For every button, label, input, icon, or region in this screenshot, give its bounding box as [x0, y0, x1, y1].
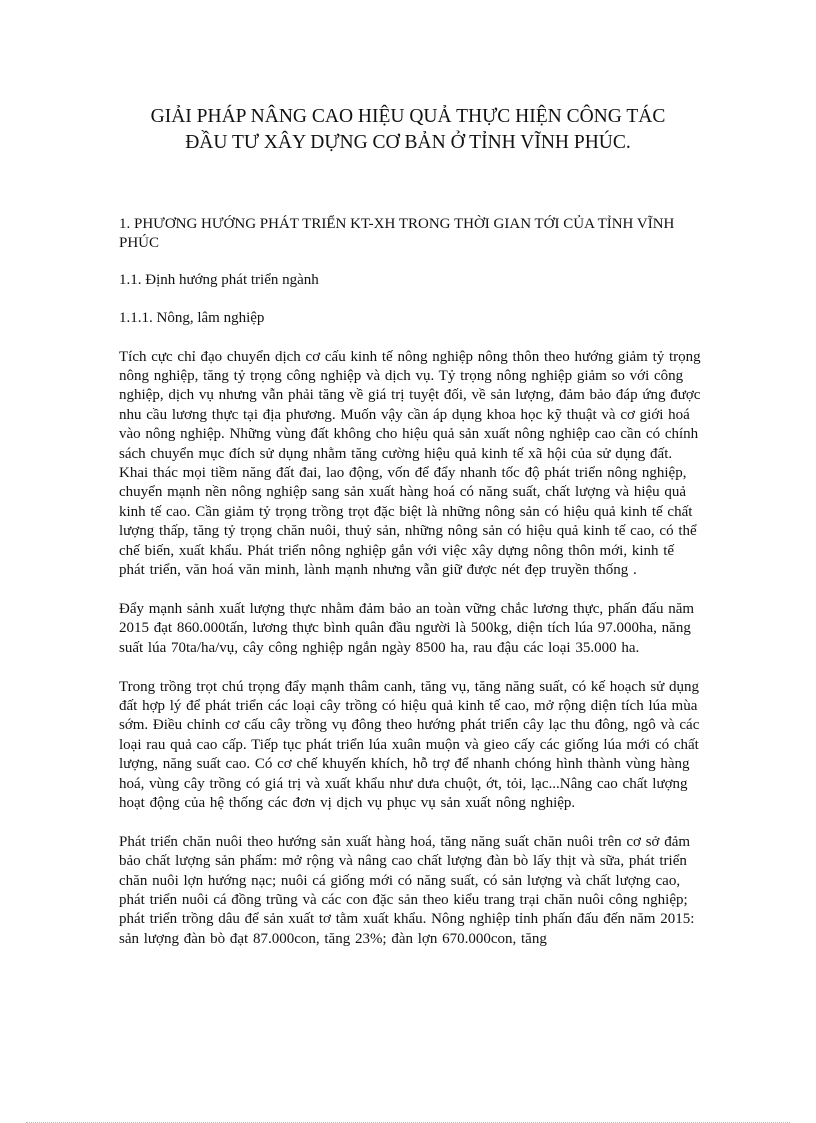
section-heading-1-1-1: 1.1.1. Nông, lâm nghiệp [119, 310, 265, 327]
paragraph-4: Phát triển chăn nuôi theo hướng sản xuất hàng hoá, tăng năng suất chăn nuôi trên cơ sở đảm bảo chất lượng sản phẩm: mở rộng và nâng cao chất lượng đàn bò lấy thịt và sữa, phát triển chăn nuôi lợn hướng nạc; nuôi cá giống mới có năng suất, có sản lượng và chất lượng cao, phát triển nuôi cá đồng trũng và các con đặc sản theo kiểu trang trại chăn nuôi công nghiệp; phát triển trồng dâu để sản xuất tơ tằm xuất khẩu. Nông nghiệp tỉnh phấn đấu đến năm 2015: sản lượng đàn bò đạt 87.000con, tăng 23%; đàn lợn 670.000con, tăng [119, 833, 695, 947]
paragraph-2: Đẩy mạnh sảnh xuất lượng thực nhằm đảm bảo an toàn vững chắc lương thực, phấn đấu năm 2015 đạt 860.000tấn, lương thực bình quân đầu người là 500kg, diện tích lúa 97.000ha, năng suất lúa 70ta/ha/vụ, cây công nghiệp ngắn ngày 8500 ha, rau đậu các loại 35.000 ha. [119, 600, 695, 656]
paragraph-1: Tích cực chỉ đạo chuyển dịch cơ cấu kinh tế nông nghiệp nông thôn theo hướng giảm tỷ trọng nông nghiệp, tăng tỷ trọng công nghiệp và dịch vụ. Tỷ trọng nông nghiệp giảm so với công nghiệp, dịch vụ nhưng vẫn phải tăng về giá trị tuyệt đối, về sản lượng, đảm bảo đáp ứng được nhu cầu lương thực tại địa phương. Muốn vậy cần áp dụng khoa học kỹ thuật và cơ giới hoá vào nông nghiệp. Những vùng đất không cho hiệu quả sản xuất nông nghiệp cao cần có chính sách chuyển mục đích sử dụng nhằm tăng cường hiệu quả kinh tế xã hội của sử dụng đất. Khai thác mọi tiềm năng đất đai, lao động, vốn để đẩy nhanh tốc độ phát triển nông nghiệp, chuyển mạnh nền nông nghiệp sang sản xuất hàng hoá có năng suất, chất lượng và hiệu quả kinh tế cao. Cần giảm tỷ trọng trồng trọt đặc biệt là những nông sản có hiệu quả kinh tế chất lượng thấp, tăng tỷ trọng chăn nuôi, thuỷ sản, những nông sản có hiệu quả kinh tế cao, có thể chế biến, xuất khẩu. Phát triển nông nghiệp gắn với việc xây dựng nông thôn mới, kinh tế phát triển, văn hoá văn minh, lành mạnh nhưng vẫn giữ được nét đẹp truyền thống . [119, 348, 701, 579]
title-line-1: GIẢI PHÁP NÂNG CAO HIỆU QUẢ THỰC HIỆN CÔNG TÁC [150, 106, 666, 127]
paragraph-3: Trong trồng trọt chú trọng đẩy mạnh thâm canh, tăng vụ, tăng năng suất, có kế hoạch sử dụng đất hợp lý để phát triển các loại cây trồng có hiệu quả kinh tế cao, mở rộng diện tích lúa mùa sớm. Điều chỉnh cơ cấu cây trồng vụ đông theo hướng phát triển cây lạc thu đông, ngô và các loại rau quả cao cấp. Tiếp tục phát triển lúa xuân muộn và gieo cấy các giống lúa mới có chất lượng, năng suất cao. Có cơ chế khuyến khích, hỗ trợ để nhanh chóng hình thành vùng hàng hoá, vùng cây trồng có giá trị và xuất khẩu như dưa chuột, ớt, tỏi, lạc...Nâng cao chất lượng hoạt động của hệ thống các đơn vị dịch vụ phục vụ sản xuất nông nghiệp. [119, 678, 700, 811]
document-title [100, 104, 716, 156]
section-heading-1: 1. PHƯƠNG HƯỚNG PHÁT TRIỂN KT-XH TRONG THỜI GIAN TỚI CỦA TỈNH VĨNH PHÚC [119, 216, 675, 252]
section-heading-1-1: 1.1. Định hướng phát triển ngành [119, 271, 319, 288]
document-body [119, 215, 701, 969]
title-line-2: ĐẦU TƯ XÂY DỰNG CƠ BẢN Ở TỈNH VĨNH PHÚC. [185, 132, 631, 153]
